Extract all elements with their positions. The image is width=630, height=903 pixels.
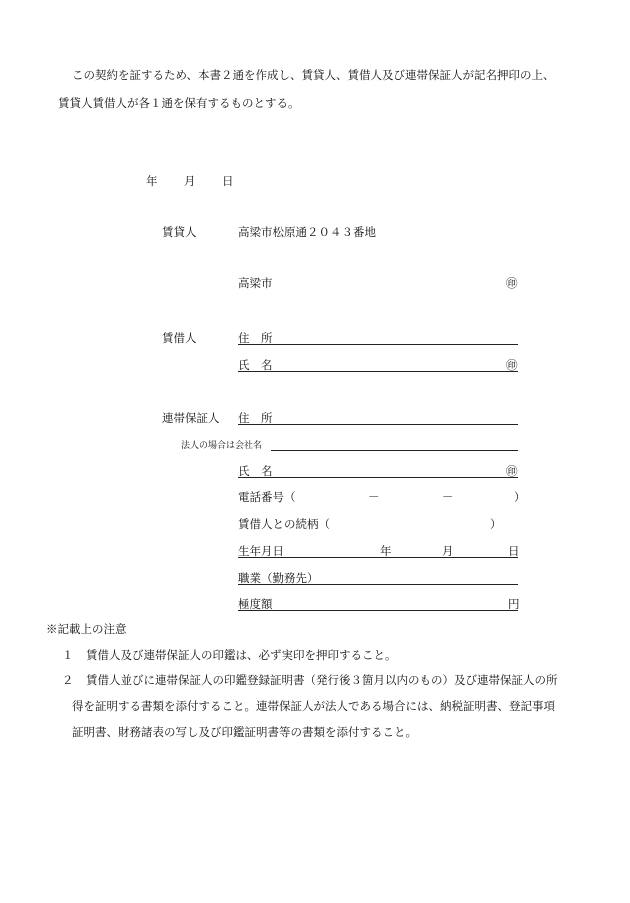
lessee-seal-icon: ㊞: [506, 358, 518, 372]
date-year-label: 年: [146, 174, 158, 188]
phone-dash-1: －: [368, 490, 380, 504]
lessor-address: 高梁市松原通２０４３番地: [238, 225, 376, 239]
birth-year-label: 年: [380, 544, 392, 558]
guarantor-company-field[interactable]: [271, 450, 518, 451]
guarantor-seal-icon: ㊞: [506, 464, 518, 478]
guarantor-address-label: 住 所: [238, 411, 273, 425]
limit-field[interactable]: [238, 610, 518, 611]
guarantor-name-field[interactable]: [238, 477, 518, 478]
job-field[interactable]: [238, 584, 518, 585]
relation-close: ）: [490, 517, 502, 531]
lessor-name: 高梁市: [238, 276, 273, 290]
note-1-text: 賃借人及び連帯保証人の印鑑は、必ず実印を押印すること。: [86, 648, 397, 662]
phone-close: ）: [514, 490, 526, 504]
date-month-label: 月: [184, 174, 196, 188]
lessor-label: 賃貸人: [162, 225, 197, 239]
lessee-name-label: 氏 名: [238, 358, 273, 372]
guarantor-name-label: 氏 名: [238, 464, 273, 478]
lessee-name-field[interactable]: [238, 371, 518, 372]
guarantor-company-label: 法人の場合は会社名: [181, 441, 263, 451]
note-2-line-2: 得を証明する書類を添付すること。連帯保証人が法人である場合には、納税証明書、登記事項: [72, 699, 555, 713]
note-2-line-1: 賃借人並びに連帯保証人の印鑑登録証明書（発行後３箇月以内のもの）及び連帯保証人の所: [86, 673, 558, 687]
limit-unit: 円: [508, 597, 520, 611]
note-1-number: １: [62, 648, 74, 662]
limit-label: 極度額: [238, 597, 273, 611]
phone-label: 電話番号（: [238, 490, 296, 504]
phone-dash-2: －: [442, 490, 454, 504]
birth-label: 生年月日: [238, 544, 284, 558]
notes-heading: ※記載上の注意: [46, 622, 127, 636]
guarantor-label: 連帯保証人: [162, 411, 220, 425]
guarantor-address-field[interactable]: [238, 424, 518, 425]
lessee-label: 賃借人: [162, 331, 197, 345]
intro-line-2: 賃貸人賃借人が各１通を保有するものとする。: [58, 96, 300, 110]
date-day-label: 日: [222, 174, 234, 188]
birth-field[interactable]: [238, 557, 518, 558]
job-label: 職業（勤務先）: [238, 571, 319, 585]
birth-month-label: 月: [442, 544, 454, 558]
intro-line-1: この契約を証するため、本書２通を作成し、賃貸人、賃借人及び連帯保証人が記名押印の上、: [72, 68, 555, 82]
note-2-line-3: 証明書、財務諸表の写し及び印鑑証明書等の書類を添付すること。: [72, 725, 417, 739]
note-2-number: ２: [62, 673, 74, 687]
lessee-address-field[interactable]: [238, 344, 518, 345]
relation-label: 賃借人との続柄（: [238, 517, 330, 531]
lessee-address-label: 住 所: [238, 331, 273, 345]
birth-day-label: 日: [508, 544, 520, 558]
lessor-seal-icon: ㊞: [506, 276, 518, 290]
